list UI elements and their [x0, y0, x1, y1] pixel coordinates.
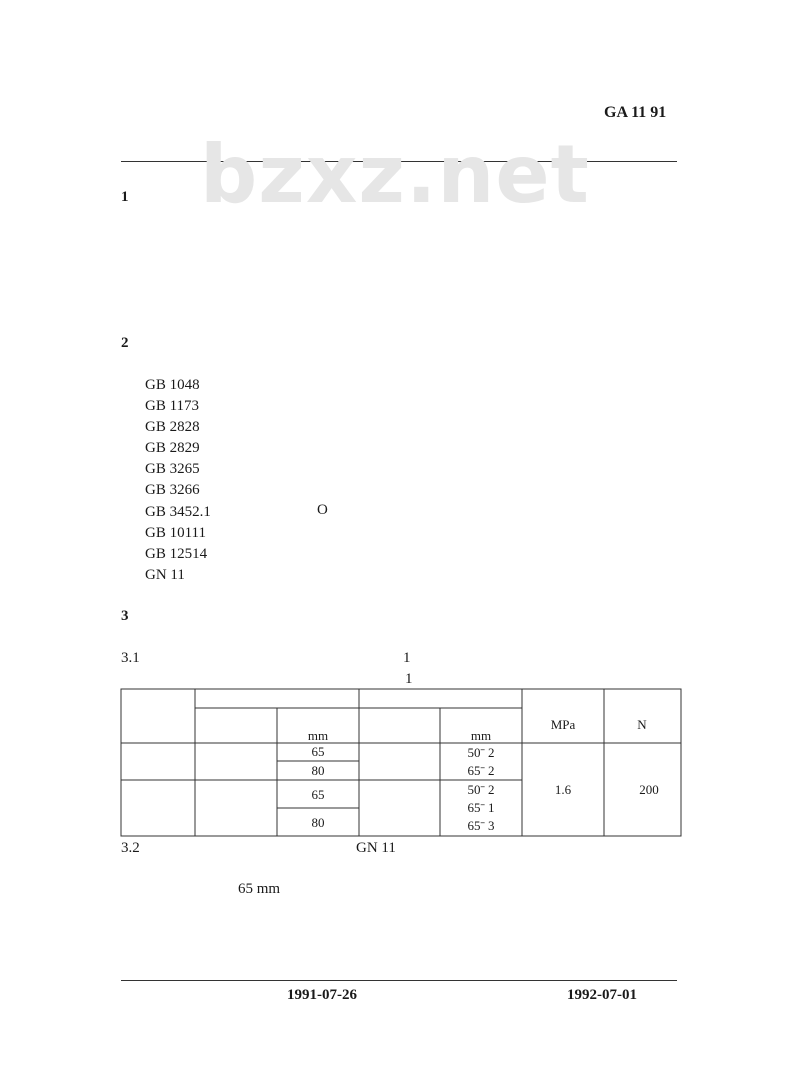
force-unit-label: N — [637, 717, 647, 732]
size-cell: 65 — [311, 744, 325, 759]
size-cell: 65 — [311, 787, 325, 802]
reference-note: O — [317, 502, 328, 518]
spec-cell: 50ˉ 2 — [467, 782, 495, 797]
reference-item: GB 1048 — [145, 377, 200, 393]
size-cell: 80 — [311, 815, 325, 830]
reference-item: GB 2828 — [145, 419, 200, 436]
unit-mm-label: mm — [470, 728, 492, 743]
section-1-number: 1 — [121, 189, 129, 205]
table-grid — [121, 689, 681, 836]
table-caption: 1 — [405, 671, 413, 687]
watermark: bzxz.net — [200, 128, 590, 221]
clause-3-2-reference: GN 11 — [356, 840, 396, 856]
spec-cell: 65ˉ 3 — [467, 818, 495, 833]
footer-rule — [121, 980, 677, 981]
reference-item: GB 3265 — [145, 461, 200, 478]
reference-item: GB 3266 — [145, 482, 200, 499]
pressure-value: 1.6 — [554, 782, 572, 797]
effective-date: 1992-07-01 — [567, 987, 637, 1003]
spec-cell: 65ˉ 2 — [467, 763, 495, 778]
pressure-unit-label: MPa — [550, 717, 576, 732]
clause-3-1-table-ref: 1 — [403, 650, 411, 666]
spec-cell: 65ˉ 1 — [467, 800, 495, 815]
reference-item: GB 10111 — [145, 524, 206, 541]
section-3-number: 3 — [121, 608, 129, 624]
standard-code: GA 11 91 — [604, 104, 667, 121]
reference-item: GB 12514 — [145, 545, 208, 562]
section-2-number: 2 — [121, 335, 129, 351]
reference-item: GN 11 — [145, 566, 185, 583]
force-value: 200 — [639, 782, 659, 797]
clause-3-2-size: 65 mm — [238, 881, 281, 897]
unit-mm-label: mm — [307, 728, 329, 743]
clause-3-2-number: 3.2 — [121, 840, 140, 856]
spec-cell: 50ˉ 2 — [467, 745, 495, 760]
reference-item: GB 1173 — [145, 398, 200, 415]
size-cell: 80 — [311, 763, 325, 778]
reference-item: GB 2829 — [145, 440, 200, 457]
clause-3-1-number: 3.1 — [121, 650, 140, 666]
issue-date: 1991-07-26 — [287, 987, 357, 1003]
reference-item: GB 3452.1 — [145, 503, 211, 520]
